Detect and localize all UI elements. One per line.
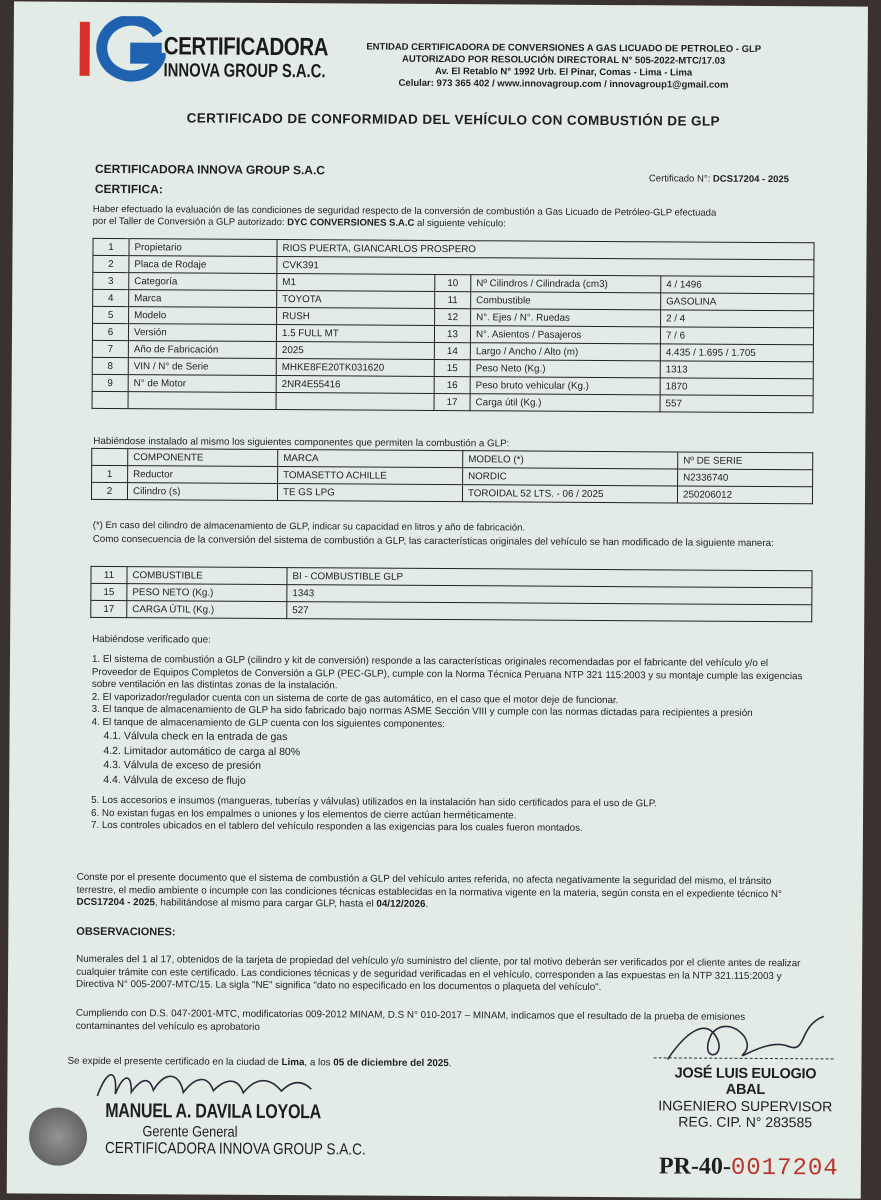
list-item: 4.3. Válvula de exceso de presión (103, 758, 261, 772)
list-item: 7. Los controles ubicados en el tablero del vehículo responden a las exigencias para los cuales fueron montados. (90, 819, 583, 834)
list-item: 4.2. Limitador automático de carga al 80% (103, 744, 301, 758)
row-label: Placa de Rodaje (129, 256, 277, 274)
row-label: Marca (129, 290, 277, 308)
signer-right (655, 1065, 835, 1130)
row-number: 1 (92, 465, 128, 482)
row-value: 1343 (287, 585, 812, 605)
component-model: TOROIDAL 52 LTS. - 06 / 2025 (462, 485, 677, 503)
header-cell: Nº DE SERIE (678, 452, 813, 470)
taller-name: DYC CONVERSIONES S.A.C (287, 217, 415, 229)
row-number: 8 (92, 357, 128, 374)
component-serial: N2336740 (678, 469, 813, 487)
row-label: Modelo (129, 307, 277, 325)
list-item: 3. El tanque de almacenamiento de GLP ha sido fabricado bajo normas ASME Sección VIII y cumple con las normas dictadas para recipientes a presión (91, 703, 753, 719)
emissions-text: Cumpliendo con D.S. 047-2001-MTC, modificatorias 009-2012 MINAM, D.S N° 010-2017 – MINAM, indicamos que el resultado de la prueba de emisiones contaminantes del vehículo es aprobatorio (75, 1007, 746, 1033)
row-value: RIOS PUERTA, GIANCARLOS PROSPERO (277, 240, 814, 260)
verified-intro: Habiéndose verificado que: (92, 633, 211, 646)
row-number: 11 (435, 291, 471, 308)
row-number: 15 (91, 583, 127, 600)
conste-paragraph (76, 872, 810, 914)
observations-text: Numerales del 1 al 17, obtenidos de la tarjeta de propiedad del vehículo y/o suministro del cliente, por tal motivo deberán ser verificados por el cliente antes de realizar cualquier trámite con este certificado. Las condiciones técnicas y de seguridad verificadas en el vehículo, corresponden a las expuestas en la NTP 321.115:2003 y Directiva N° 005-2007-MTC/15. La sigla "NE" significa "dato no especificado en los documentos o plaqueta del vehículo". (75, 953, 801, 993)
component-serial: 250206012 (677, 486, 812, 504)
row-value: M1 (277, 274, 435, 292)
expediente-number: DCS17204 - 2025 (76, 896, 155, 909)
company-name: CERTIFICADORA INNOVA GROUP S.A.C (94, 161, 326, 178)
certificate-page (7, 1, 868, 1198)
modified-intro: Como consecuencia de la conversión del sistema de combustión a GLP, las características originales del vehículo se han modificado de la siguiente manera: (92, 533, 774, 550)
logo-subtitle: INNOVA GROUP S.A.C. (163, 60, 326, 83)
company-logo-icon (76, 16, 166, 83)
vehicle-table-body (92, 238, 814, 412)
row-value: GASOLINA (661, 293, 814, 311)
issued-text-b: , a los (304, 1057, 334, 1069)
valid-until-date: 04/12/2026 (376, 898, 426, 910)
signer-right-name: JOSÉ LUIS EULOGIO ABAL (674, 1065, 817, 1098)
page-title: CERTIFICADO DE CONFORMIDAD DEL VEHÍCULO CON COMBUSTIÓN DE GLP (186, 110, 721, 129)
row-label (128, 392, 276, 410)
cert-no-value: DCS17204 - 2025 (712, 173, 790, 186)
entity-line: Av. El Retablo N° 1992 Urb. El Pinar, Comas - Lima - Lima (434, 65, 693, 79)
row-value: 7 / 6 (660, 327, 813, 345)
row-value: MHKE8FE20TK031620 (276, 359, 434, 377)
header-cell: COMPONENTE (128, 449, 278, 467)
row-number: 7 (92, 340, 128, 357)
issued-city: Lima (281, 1057, 305, 1069)
row-value: 1.5 FULL MT (276, 325, 434, 343)
modified-table (90, 566, 812, 622)
row-number: 6 (92, 323, 128, 340)
company-seal-icon (29, 1108, 87, 1166)
conste-text: . (425, 898, 429, 910)
issued-text-a: Se expide el presente certificado en la ciudad de (67, 1055, 282, 1069)
row-label: Largo / Ancho / Alto (m) (470, 343, 660, 361)
row-value: 4.435 / 1.695 / 1.705 (660, 344, 813, 362)
row-value: 2025 (276, 342, 434, 360)
row-number: 15 (434, 359, 470, 376)
row-number: 2 (93, 255, 129, 272)
component-name: Reductor (128, 466, 278, 484)
row-number: 3 (93, 272, 129, 289)
row-label: N°. Asientos / Pasajeros (470, 326, 660, 344)
components-table-body (91, 448, 812, 503)
list-item: 4.1. Válvula check en la entrada de gas (103, 729, 288, 744)
row-number: 14 (434, 342, 470, 359)
header-cell (92, 448, 128, 465)
table-row (91, 600, 812, 621)
component-model: NORDIC (463, 468, 678, 486)
row-label: Propietario (129, 239, 277, 257)
cert-no-label: Certificado N°: (648, 173, 711, 185)
row-label: VIN / N° de Serie (128, 358, 276, 376)
intro-text-a: por el Taller de Conversión a GLP autorizado: (92, 215, 288, 229)
observations-title: OBSERVACIONES: (76, 925, 176, 939)
subpoint-list (91, 729, 811, 791)
row-number: 1 (93, 238, 129, 255)
row-label: COMBUSTIBLE (127, 567, 287, 585)
row-label: Carga útil (Kg.) (470, 394, 660, 412)
row-label: Nº Cilindros / Cilindrada (cm3) (471, 275, 661, 293)
signer-right-reg: REG. CIP. N° 283585 (678, 1113, 813, 1131)
signer-left-name: MANUEL A. DAVILA LOYOLA (105, 1099, 322, 1124)
intro-text (93, 204, 813, 232)
table-row (91, 482, 812, 503)
entity-info (348, 41, 778, 92)
logo-title: CERTIFICADORA (163, 32, 329, 62)
row-value (276, 393, 434, 411)
modified-table-body (91, 566, 812, 621)
form-code-prefix: PR-40- (658, 1153, 731, 1180)
row-label: PESO NETO (Kg.) (127, 584, 287, 602)
row-value: 2 / 4 (661, 310, 814, 328)
row-number (92, 391, 128, 408)
intro-text-b: al siguiente vehículo: (414, 217, 506, 230)
row-label: Peso bruto vehicular (Kg.) (470, 377, 660, 395)
component-name: Cilindro (s) (127, 483, 277, 501)
row-number: 9 (92, 374, 128, 391)
verification-list (91, 654, 812, 837)
row-number: 16 (434, 376, 470, 393)
row-number: 4 (93, 289, 129, 306)
issued-date: 05 de diciembre del 2025 (333, 1057, 449, 1070)
signer-left-role: Gerente General (142, 1123, 238, 1141)
signer-right-role: INGENIERO SUPERVISOR (658, 1097, 833, 1115)
row-value: 1313 (660, 361, 813, 379)
row-number: 17 (434, 393, 470, 410)
conste-text: Conste por el presente documento que el sistema de combustión a GLP del vehículo antes referida, no afecta negativamente la seguridad del mismo, el tránsito terrestre, el medio ambiente o incumple con las condiciones técnicas establecidas en la normativa vigente en la materia, según consta en el expediente técnico N° (76, 871, 782, 900)
row-number: 13 (434, 325, 470, 342)
row-label: Categoría (129, 273, 277, 291)
certificate-number (649, 173, 789, 185)
list-item: 1. El sistema de combustión a GLP (cilindro y kit de conversión) responde a las características originales recomendadas por el fabricante del vehículo y/o el Proveedor de Equipos Completos de Conversión a GLP (PEC-GLP), cumple con la Norma Técnica Peruana NTP 321 115:2003 y su montaje cumple las exigencias sobre ventilación en las distintas zonas de la instalación. (91, 653, 803, 692)
list-item: 2. El vaporizador/regulador cuenta con un sistema de corte de gas automático, en el caso que el motor deje de funcionar. (91, 691, 619, 706)
signer-left-company: CERTIFICADORA INNOVA GROUP S.A.C. (104, 1139, 366, 1159)
vehicle-table (92, 238, 815, 413)
conste-text: , habilitándose al mismo para cargar GLP, hasta el (154, 897, 377, 910)
row-number: 5 (93, 306, 129, 323)
row-label: N°. Ejes / N°. Ruedas (471, 309, 661, 327)
list-item: 6. No existan fugas en los empalmes o uniones y los elementos de cierre actúan herméticamente. (91, 807, 517, 821)
row-number: 11 (91, 566, 127, 583)
row-label: CARGA ÚTIL (Kg.) (127, 601, 287, 619)
row-label: Año de Fabricación (128, 341, 276, 359)
row-value: 1870 (660, 378, 813, 396)
header-cell: MODELO (*) (463, 451, 678, 469)
list-item: 4.4. Válvula de exceso de flujo (103, 773, 246, 787)
table-row (92, 391, 813, 412)
row-label: N° de Motor (128, 375, 276, 393)
list-item: 5. Los accesorios e insumos (mangueras, tuberías y válvulas) utilizados en la instalación han sido certificados para el uso de GLP. (91, 794, 657, 810)
signer-left (105, 1100, 412, 1160)
row-value: BI - COMBUSTIBLE GLP (287, 568, 812, 588)
components-note: (*) En caso del cilindro de almacenamiento de GLP, indicar su capacidad en litros y año de fabricación. (92, 519, 526, 534)
issued-text-c: . (448, 1058, 452, 1070)
certifica-label: CERTIFICA: (94, 181, 163, 197)
component-brand: TOMASETTO ACHILLE (278, 467, 463, 485)
list-item: 4. El tanque de almacenamiento de GLP cuenta con los siguientes componentes: (91, 716, 445, 730)
row-value: 2NR4E55416 (276, 376, 434, 394)
form-number: 0017204 (730, 1154, 839, 1183)
row-label: Versión (128, 324, 276, 342)
components-intro: Habiéndose instalado al mismo los siguientes componentes que permiten la combustión a GLP: (93, 435, 510, 450)
signature-right-icon (647, 1009, 837, 1070)
header-cell: MARCA (278, 450, 463, 468)
intro-line: Haber efectuado la evaluación de las condiciones de seguridad respecto de la conversión de combustión a Gas Licuado de Petróleo-GLP efectuada (92, 203, 717, 219)
row-number: 17 (91, 600, 127, 617)
entity-line: ENTIDAD CERTIFICADORA DE CONVERSIONES A GAS LICUADO DE PETROLEO - GLP (366, 41, 762, 55)
entity-line: AUTORIZADO POR RESOLUCIÓN DIRECTORAL N° 505-2022-MTC/17.03 (402, 53, 726, 67)
row-value: RUSH (277, 308, 435, 326)
entity-line: Celular: 973 365 402 / www.innovagroup.com / innovagroup1@gmail.com (398, 77, 729, 91)
row-value: CVK391 (277, 257, 814, 277)
row-label: Peso Neto (Kg.) (470, 360, 660, 378)
row-value: 4 / 1496 (661, 276, 814, 294)
row-number: 10 (435, 274, 471, 291)
form-code (659, 1153, 839, 1182)
row-number: 12 (435, 308, 471, 325)
row-number: 2 (91, 482, 127, 499)
components-table (91, 448, 813, 504)
row-value: TOYOTA (277, 291, 435, 309)
row-label: Combustible (471, 292, 661, 310)
component-brand: TE GS LPG (277, 484, 462, 502)
row-value: 527 (287, 602, 812, 622)
row-value: 557 (660, 395, 813, 413)
